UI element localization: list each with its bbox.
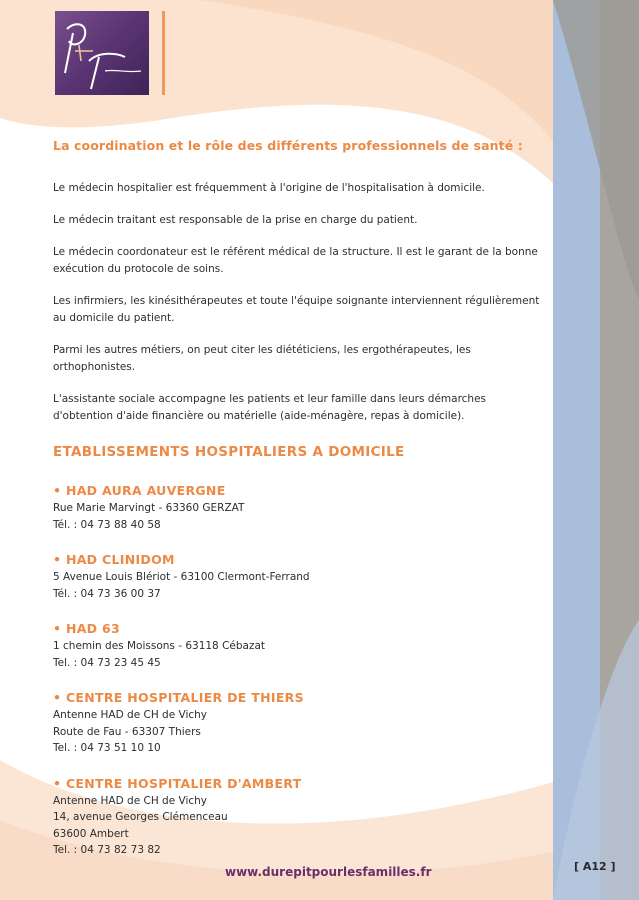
establishment-name: • CENTRE HOSPITALIER DE THIERS (53, 690, 304, 705)
establishment-had-aura (53, 482, 541, 533)
establishment-ch-ambert (53, 775, 541, 859)
establishment-name: • CENTRE HOSPITALIER D'AMBERT (53, 775, 302, 791)
establishment-had-63 (53, 620, 541, 671)
page-number: [ A12 ] (574, 860, 616, 873)
establishment-address: Route de Fau - 63307 Thiers (53, 725, 201, 738)
logo (55, 11, 149, 95)
paragraph: Les infirmiers, les kinésithérapeutes et toute l'équipe soignante interviennent régulièrement au domicile du patient. (53, 295, 540, 324)
footer-website-link[interactable]: www.durepitpourlesfamilles.fr (225, 865, 432, 879)
section-title-coordination: La coordination et le rôle des différents professionnels de santé : (53, 138, 523, 153)
establishment-name: • HAD 63 (53, 621, 120, 636)
establishment-phone: Tél. : 04 73 88 40 58 (53, 518, 161, 531)
establishment-antenna: Antenne HAD de CH de Vichy (53, 709, 208, 721)
paragraph: Le médecin coordonateur est le référent médical de la structure. Il est le garant de la bonne exécution du protocole de soins. (53, 246, 538, 275)
paragraph: Le médecin traitant est responsable de la prise en charge du patient. (53, 214, 418, 226)
logo-mark (55, 11, 149, 95)
establishment-antenna: Antenne HAD de CH de Vichy (53, 794, 208, 807)
establishment-address: 14, avenue Georges Clémenceau (53, 811, 228, 823)
establishment-address: 1 chemin des Moissons - 63118 Cébazat (53, 640, 266, 652)
establishment-name: • HAD CLINIDOM (53, 552, 175, 567)
establishment-address: Rue Marie Marvingt - 63360 GERZAT (53, 502, 245, 514)
establishment-had-clinidom (53, 551, 541, 602)
establishment-phone: Tél. : 04 73 36 00 37 (53, 587, 161, 600)
section-heading-establishments: ETABLISSEMENTS HOSPITALIERS A DOMICILE (53, 444, 405, 460)
paragraph: Le médecin hospitalier est fréquemment à l'origine de l'hospitalisation à domicile. (53, 182, 485, 194)
establishment-phone: Tel. : 04 73 23 45 45 (53, 656, 161, 669)
establishment-phone: Tel. : 04 73 82 73 82 (53, 844, 161, 856)
establishment-city: 63600 Ambert (53, 827, 129, 840)
establishment-ch-thiers (53, 689, 541, 757)
establishment-phone: Tel. : 04 73 51 10 10 (53, 742, 161, 754)
establishment-address: 5 Avenue Louis Blériot - 63100 Clermont-Ferrand (53, 571, 310, 583)
establishment-name: • HAD AURA AUVERGNE (53, 483, 226, 498)
logo-divider (162, 11, 165, 95)
main-content (53, 138, 541, 877)
paragraph: L'assistante sociale accompagne les patients et leur famille dans leurs démarches d'obtention d'aide financière ou matérielle (aide-ménagère, repas à domicile). (53, 393, 487, 422)
paragraph: Parmi les autres métiers, on peut citer les diététiciens, les ergothérapeutes, les orthophonistes. (53, 344, 471, 373)
